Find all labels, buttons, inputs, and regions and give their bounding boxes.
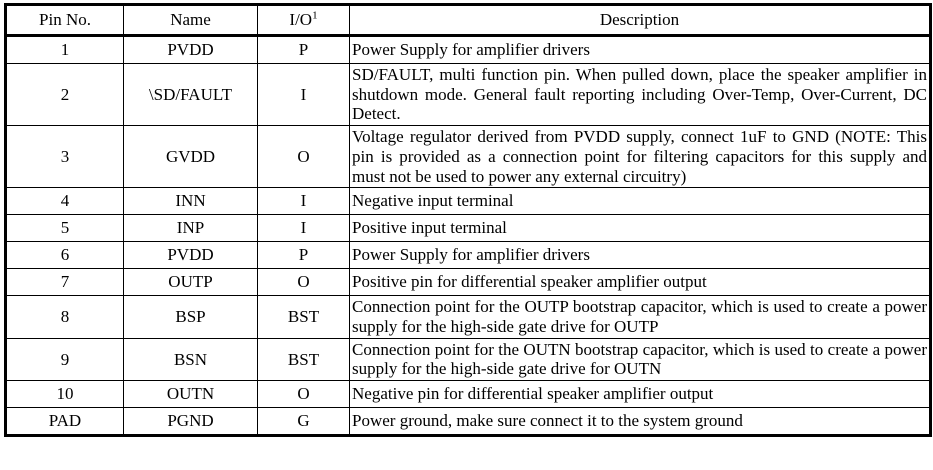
cell-name: INP [124,215,258,242]
cell-io: O [258,381,350,408]
cell-description: Power Supply for amplifier drivers [350,36,931,64]
cell-name: GVDD [124,126,258,188]
cell-pin-no: PAD [6,408,124,436]
cell-pin-no: 3 [6,126,124,188]
cell-io: P [258,242,350,269]
cell-description: Voltage regulator derived from PVDD supply, connect 1uF to GND (NOTE: This pin is provided as a connection point for filtering capacitors for this supply and must not be used to power any external circuitry) [350,126,931,188]
table-row [6,126,931,188]
table-header [6,5,931,36]
cell-io: BST [258,296,350,338]
cell-pin-no: 6 [6,242,124,269]
cell-description: Power ground, make sure connect it to the system ground [350,408,931,436]
cell-name: OUTP [124,269,258,296]
cell-io: G [258,408,350,436]
column-header-io-footnote-marker: 1 [312,9,318,22]
table-row [6,215,931,242]
cell-io: O [258,269,350,296]
cell-description: Positive pin for differential speaker amplifier output [350,269,931,296]
cell-description: Power Supply for amplifier drivers [350,242,931,269]
cell-name: OUTN [124,381,258,408]
column-header-name: Name [124,5,258,36]
column-header-description: Description [350,5,931,36]
cell-pin-no: 8 [6,296,124,338]
column-header-io-label: I/O [289,10,313,30]
cell-name: \SD/FAULT [124,64,258,126]
cell-name: BSN [124,338,258,380]
table-row [6,36,931,64]
cell-pin-no: 9 [6,338,124,380]
column-header-io [258,5,350,36]
cell-description: Connection point for the OUTP bootstrap capacitor, which is used to create a power supply for the high-side gate drive for OUTP [350,296,931,338]
table-row [6,269,931,296]
cell-description: Negative input terminal [350,188,931,215]
cell-name: BSP [124,296,258,338]
cell-name: PGND [124,408,258,436]
table-row [6,188,931,215]
column-header-pin-no: Pin No. [6,5,124,36]
cell-pin-no: 7 [6,269,124,296]
table-row [6,338,931,380]
cell-io: I [258,215,350,242]
table-header-row [6,5,931,36]
cell-description: Positive input terminal [350,215,931,242]
cell-name: INN [124,188,258,215]
table-row [6,381,931,408]
cell-name: PVDD [124,242,258,269]
pin-description-table [4,3,932,437]
cell-description: SD/FAULT, multi function pin. When pulled down, place the speaker amplifier in shutdown mode. General fault reporting including Over-Temp, Over-Current, DC Detect. [350,64,931,126]
cell-io: O [258,126,350,188]
cell-io: P [258,36,350,64]
cell-description: Negative pin for differential speaker amplifier output [350,381,931,408]
cell-pin-no: 5 [6,215,124,242]
cell-io: I [258,64,350,126]
table-row [6,296,931,338]
cell-io: I [258,188,350,215]
table-row [6,242,931,269]
cell-pin-no: 10 [6,381,124,408]
table-row [6,64,931,126]
cell-io: BST [258,338,350,380]
cell-pin-no: 2 [6,64,124,126]
table-body [6,36,931,436]
cell-pin-no: 4 [6,188,124,215]
cell-description: Connection point for the OUTN bootstrap capacitor, which is used to create a power supply for the high-side gate drive for OUTN [350,338,931,380]
cell-pin-no: 1 [6,36,124,64]
cell-name: PVDD [124,36,258,64]
table-row [6,408,931,436]
